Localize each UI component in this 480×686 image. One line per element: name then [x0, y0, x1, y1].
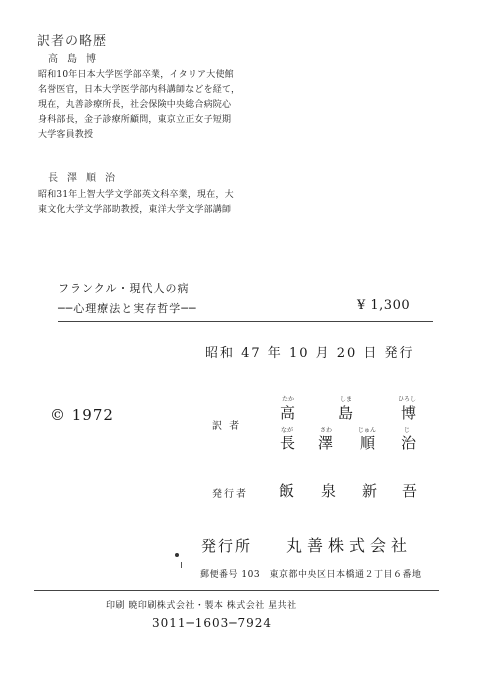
translator2-char: 治 — [401, 434, 417, 452]
ruby: たか — [282, 396, 295, 403]
price: ¥ 1,300 — [357, 298, 411, 313]
translator1-char: 博 — [401, 404, 417, 422]
ruby: ひろし — [398, 396, 417, 403]
publisher-char: 新 — [362, 482, 378, 500]
company-address: 郵便番号 103 東京都中央区日本橋通２丁目６番地 — [200, 570, 422, 580]
translator1-bio — [38, 68, 240, 143]
bio-line: 東文化大学文学部助教授，東洋大学文学部講師 — [38, 205, 232, 215]
copyright: © 1972 — [50, 406, 114, 424]
company-name: 丸善株式会社 — [286, 536, 413, 555]
translator2-char: 澤 — [318, 434, 334, 452]
ruby: しま — [340, 396, 353, 403]
translator1-char: 高 — [280, 404, 296, 422]
divider — [34, 590, 439, 591]
ruby: さわ — [320, 427, 333, 434]
ink-speck — [181, 562, 182, 568]
publisher-char: 泉 — [321, 482, 337, 500]
translator2-bio — [38, 188, 234, 218]
publication-date: 昭和 47 年 10 月 20 日 発行 — [205, 346, 415, 361]
translator2-char: 順 — [360, 434, 376, 452]
translator1-char: 島 — [338, 404, 354, 422]
translator1-bio-name: 高島博 — [48, 54, 105, 65]
publisher-char: 飯 — [279, 482, 295, 500]
bio-line: 身科部長，金子診療所顧問，東京立正女子短期 — [38, 115, 232, 125]
book-subtitle: ──心理療法と実存哲学── — [58, 302, 197, 315]
printer-line: 印刷 暁印刷株式会社・製本 株式会社 星共社 — [106, 601, 297, 611]
company-label: 発行所 — [201, 537, 253, 555]
bios-heading: 訳者の略歴 — [37, 34, 108, 49]
bio-line: 現在，丸善診療所長，社会保険中央総合病院心 — [38, 100, 232, 110]
book-title: フランクル・現代人の病 — [58, 282, 190, 295]
publisher-char: 吾 — [402, 482, 418, 500]
translator-label: 訳 者 — [212, 421, 242, 432]
translator2-bio-name: 長澤順治 — [48, 173, 124, 184]
bio-line: 名誉医官，日本大学医学部内科講師などを経て， — [38, 85, 241, 95]
translator2-char: 長 — [280, 434, 296, 452]
publisher-label: 発行者 — [212, 489, 248, 500]
bio-line: 昭和10年日本大学医学部卒業，イタリア大使館 — [38, 70, 234, 80]
ruby: じ — [404, 427, 411, 434]
ruby: なが — [281, 427, 294, 434]
book-code: 3011─1603─7924 — [152, 616, 273, 630]
bio-line: 昭和31年上智大学文学部英文科卒業，現在，大 — [38, 190, 234, 200]
bio-line: 大学客員教授 — [38, 130, 94, 140]
ruby: じゅん — [358, 427, 377, 434]
ink-speck — [175, 553, 179, 557]
divider — [58, 321, 433, 322]
